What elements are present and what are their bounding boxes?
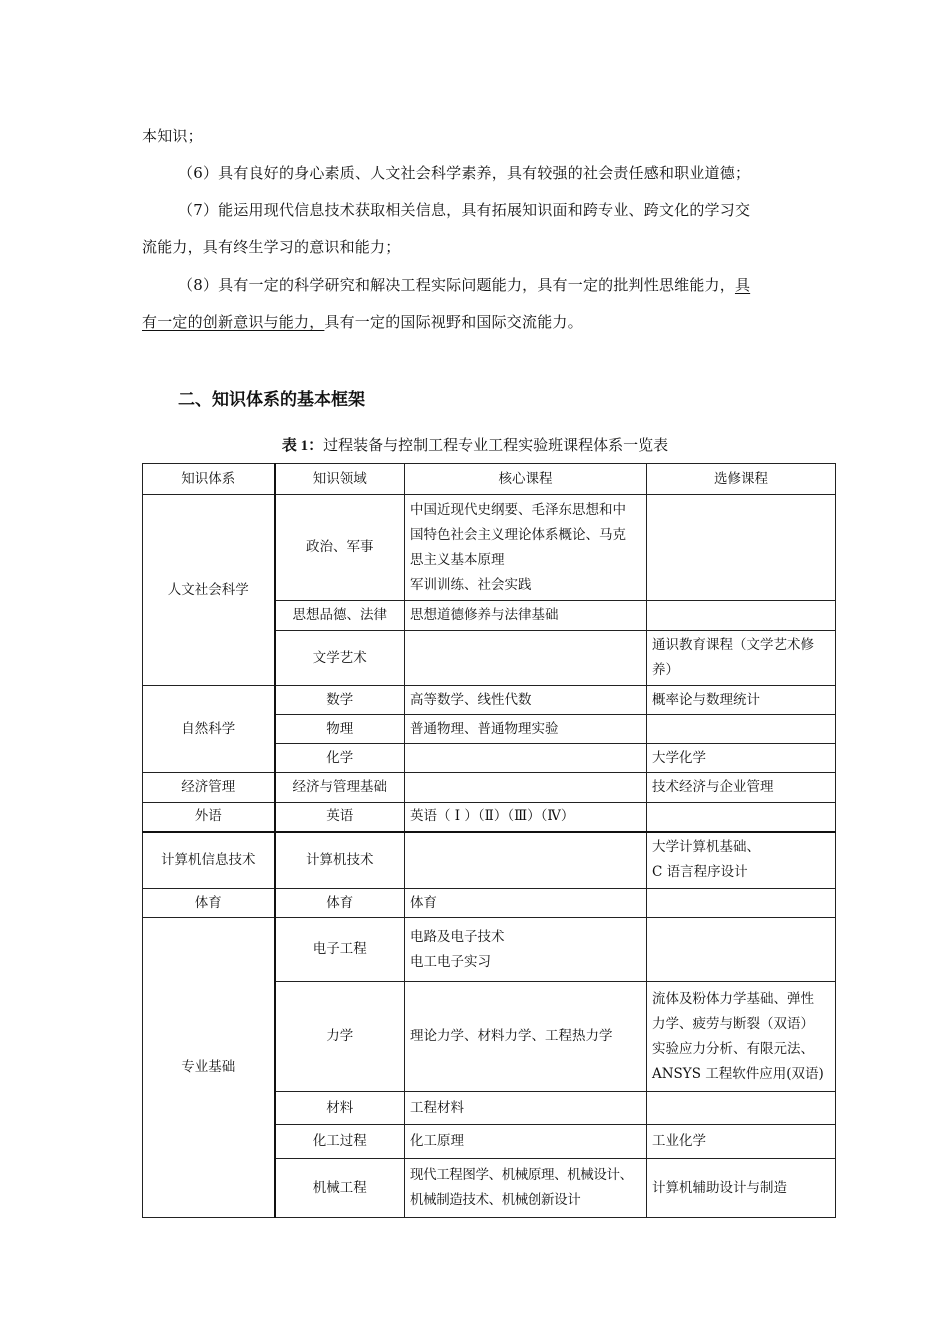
group-cell-computer: 计算机信息技术 xyxy=(143,832,275,889)
table-row xyxy=(143,495,836,601)
core-cell xyxy=(405,631,647,686)
elective-cell xyxy=(647,982,836,1092)
header-core-courses: 核心课程 xyxy=(405,464,647,495)
field-cell: 计算机技术 xyxy=(275,832,405,889)
curriculum-table xyxy=(142,463,836,1218)
core-cell xyxy=(405,918,647,982)
core-cell: 理论力学、材料力学、工程热力学 xyxy=(405,982,647,1092)
core-line: 国特色社会主义理论体系概论、马克 xyxy=(410,526,626,543)
elective-cell: 概率论与数理统计 xyxy=(647,686,836,715)
field-cell: 英语 xyxy=(275,803,405,832)
table-caption xyxy=(0,435,950,456)
elective-line: C 语言程序设计 xyxy=(652,864,748,881)
field-cell: 政治、军事 xyxy=(275,495,405,601)
table-row xyxy=(143,832,836,889)
table-row xyxy=(143,918,836,982)
elective-cell xyxy=(647,832,836,889)
core-cell xyxy=(405,832,647,889)
core-cell xyxy=(405,773,647,803)
table-row xyxy=(143,686,836,715)
core-line: 电工电子实习 xyxy=(410,953,491,970)
core-cell xyxy=(405,744,647,773)
header-knowledge-system: 知识体系 xyxy=(143,464,275,495)
table-row xyxy=(143,889,836,918)
field-cell: 电子工程 xyxy=(275,918,405,982)
paragraph-item-7-line1: （7）能运用现代信息技术获取相关信息，具有拓展知识面和跨专业、跨文化的学习交 xyxy=(178,201,751,219)
paragraph-item-8-text: （8）具有一定的科学研究和解决工程实际问题能力，具有一定的批判性思维能力， xyxy=(178,276,735,294)
elective-line: 力学、疲劳与断裂（双语） xyxy=(652,1015,814,1032)
section-heading: 二、知识体系的基本框架 xyxy=(178,390,365,410)
core-cell: 高等数学、线性代数 xyxy=(405,686,647,715)
elective-line: 实验应力分析、有限元法、 xyxy=(652,1040,814,1057)
field-cell: 机械工程 xyxy=(275,1159,405,1218)
underlined-text: 具 xyxy=(734,276,751,294)
header-elective-courses: 选修课程 xyxy=(647,464,836,495)
group-cell-pe: 体育 xyxy=(143,889,275,918)
elective-line: 通识教育课程（文学艺术修 xyxy=(652,637,814,653)
elective-cell xyxy=(647,631,836,686)
paragraph-item-6: （6）具有良好的身心素质、人文社会科学素养，具有较强的社会责任感和职业道德； xyxy=(178,164,751,182)
paragraph-item-7-line2: 流能力，具有终生学习的意识和能力； xyxy=(142,238,401,256)
paragraph-item-8-line2 xyxy=(142,312,583,332)
field-cell: 材料 xyxy=(275,1092,405,1125)
core-line: 机械制造技术、机械创新设计 xyxy=(410,1192,581,1208)
table-caption-label: 表 1： xyxy=(281,438,324,454)
elective-cell: 工业化学 xyxy=(647,1125,836,1159)
field-cell: 文学艺术 xyxy=(275,631,405,686)
elective-line: 大学计算机基础、 xyxy=(652,839,760,856)
core-line: 中国近现代史纲要、毛泽东思想和中 xyxy=(410,501,626,518)
paragraph-item-8-text: 具有一定的国际视野和国际交流能力。 xyxy=(324,313,583,331)
core-line: 思主义基本原理 xyxy=(410,551,505,568)
group-cell-natural-science: 自然科学 xyxy=(143,686,275,773)
elective-line: ANSYS 工程软件应用(双语) xyxy=(652,1065,824,1082)
elective-cell xyxy=(647,715,836,744)
group-cell-foreign-language: 外语 xyxy=(143,803,275,832)
table-caption-title: 过程装备与控制工程专业工程实验班课程体系一览表 xyxy=(323,436,669,454)
elective-cell xyxy=(647,803,836,832)
elective-cell xyxy=(647,601,836,631)
field-cell: 化学 xyxy=(275,744,405,773)
elective-cell: 大学化学 xyxy=(647,744,836,773)
table-header-row xyxy=(143,464,836,495)
core-line: 电路及电子技术 xyxy=(410,928,505,945)
core-cell: 工程材料 xyxy=(405,1092,647,1125)
core-cell xyxy=(405,1159,647,1218)
core-cell xyxy=(405,495,647,601)
elective-line: 流体及粉体力学基础、弹性 xyxy=(652,990,814,1007)
field-cell: 力学 xyxy=(275,982,405,1092)
core-cell: 化工原理 xyxy=(405,1125,647,1159)
elective-cell: 技术经济与企业管理 xyxy=(647,773,836,803)
field-cell: 体育 xyxy=(275,889,405,918)
elective-cell xyxy=(647,918,836,982)
group-cell-economics: 经济管理 xyxy=(143,773,275,803)
field-cell: 化工过程 xyxy=(275,1125,405,1159)
core-cell: 思想道德修养与法律基础 xyxy=(405,601,647,631)
elective-cell xyxy=(647,889,836,918)
core-cell: 普通物理、普通物理实验 xyxy=(405,715,647,744)
elective-line: 养） xyxy=(652,662,679,678)
table-row xyxy=(143,773,836,803)
core-cell: 英语（ Ⅰ ）（Ⅱ）（Ⅲ）（Ⅳ） xyxy=(405,803,647,832)
elective-cell: 计算机辅助设计与制造 xyxy=(647,1159,836,1218)
underlined-text: 有一定的创新意识与能力， xyxy=(142,313,325,331)
paragraph-item-8-line1 xyxy=(178,275,750,295)
group-cell-professional-basics: 专业基础 xyxy=(143,918,275,1218)
field-cell: 经济与管理基础 xyxy=(275,773,405,803)
paragraph-continuation: 本知识； xyxy=(142,127,203,145)
elective-cell xyxy=(647,495,836,601)
table-row xyxy=(143,803,836,832)
group-cell-humanities: 人文社会科学 xyxy=(143,495,275,686)
header-knowledge-field: 知识领域 xyxy=(275,464,405,495)
field-cell: 思想品德、法律 xyxy=(275,601,405,631)
elective-cell xyxy=(647,1092,836,1125)
field-cell: 物理 xyxy=(275,715,405,744)
field-cell: 数学 xyxy=(275,686,405,715)
core-cell: 体育 xyxy=(405,889,647,918)
core-line: 现代工程图学、机械原理、机械设计、 xyxy=(410,1167,633,1183)
core-line: 军训训练、社会实践 xyxy=(410,576,532,593)
